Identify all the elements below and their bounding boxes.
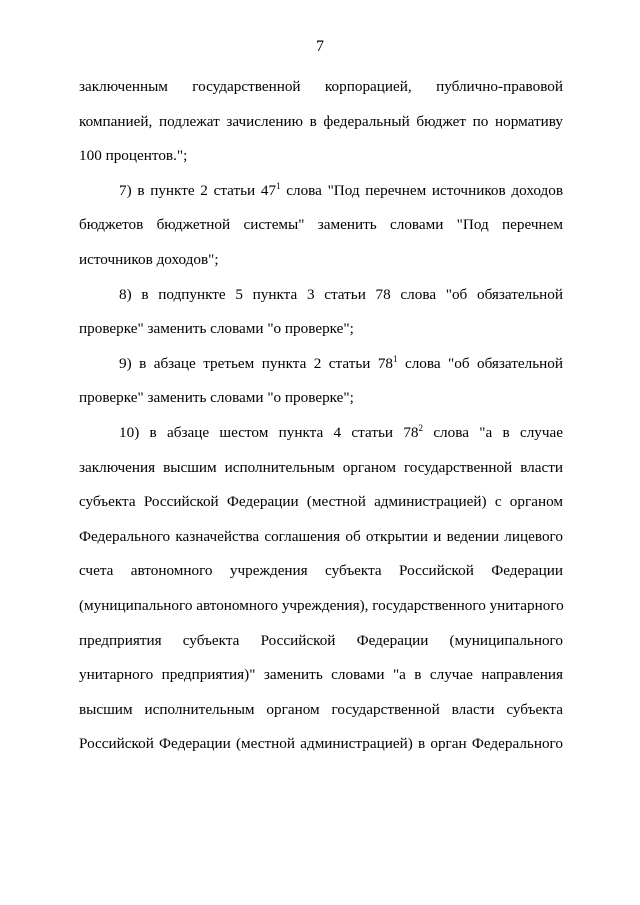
text-line bbox=[79, 278, 563, 313]
text-segment: слова "Под перечнем источников доходов bbox=[280, 181, 563, 199]
text-line bbox=[79, 693, 563, 728]
text-segment: счета автономного учреждения субъекта Российской Федерации bbox=[79, 562, 563, 580]
text-segment: высшим исполнительным органом государственной власти субъекта bbox=[79, 700, 563, 718]
text-line bbox=[79, 105, 563, 140]
text-segment: предприятия субъекта Российской Федерации (муниципального bbox=[79, 631, 563, 649]
text-segment: 100 процентов."; bbox=[79, 147, 188, 165]
text-line bbox=[79, 658, 563, 693]
text-line bbox=[79, 589, 563, 624]
text-line bbox=[79, 381, 563, 416]
text-line bbox=[79, 451, 563, 486]
text-line bbox=[79, 624, 563, 659]
superscript: 1 bbox=[276, 180, 281, 191]
text-segment: бюджетов бюджетной системы" заменить словами "Под перечнем bbox=[79, 216, 563, 234]
text-segment: источников доходов"; bbox=[79, 250, 219, 268]
text-line bbox=[79, 312, 563, 347]
text-segment: слова "об обязательной bbox=[397, 354, 564, 372]
text-segment: (муниципального автономного учреждения), государственного унитарного bbox=[79, 596, 564, 614]
text-segment: Федерального казначейства соглашения об открытии и ведении лицевого bbox=[79, 527, 563, 545]
text-segment: 10) в абзаце шестом пункта 4 статьи 78 bbox=[119, 423, 419, 441]
text-line bbox=[79, 243, 563, 278]
document-body bbox=[79, 70, 563, 762]
text-line bbox=[79, 347, 563, 382]
text-line bbox=[79, 485, 563, 520]
superscript: 1 bbox=[393, 353, 398, 364]
text-segment: проверке" заменить словами "о проверке"; bbox=[79, 320, 354, 338]
text-line bbox=[79, 520, 563, 555]
text-line bbox=[79, 727, 563, 762]
page-number: 7 bbox=[316, 38, 324, 55]
text-segment: субъекта Российской Федерации (местной администрацией) с органом bbox=[79, 493, 563, 511]
text-segment: слова "а в случае bbox=[423, 423, 564, 441]
text-line bbox=[79, 208, 563, 243]
text-segment: 8) в подпункте 5 пункта 3 статьи 78 слова "об обязательной bbox=[119, 285, 563, 303]
text-segment: заключенным государственной корпорацией, публично-правовой bbox=[79, 78, 563, 95]
text-line bbox=[79, 139, 563, 174]
text-segment: унитарного предприятия)" заменить словами "а в случае направления bbox=[79, 666, 563, 684]
text-segment: заключения высшим исполнительным органом государственной власти bbox=[79, 458, 563, 476]
text-line bbox=[79, 554, 563, 589]
superscript: 2 bbox=[418, 422, 424, 433]
text-segment: 9) в абзаце третьем пункта 2 статьи 78 bbox=[119, 354, 394, 372]
text-line bbox=[79, 174, 563, 209]
text-segment: компанией, подлежат зачислению в федеральный бюджет по нормативу bbox=[79, 112, 563, 130]
text-segment: проверке" заменить словами "о проверке"; bbox=[79, 389, 354, 407]
text-segment: 7) в пункте 2 статьи 47 bbox=[119, 181, 277, 199]
text-line bbox=[79, 70, 563, 105]
text-line bbox=[79, 416, 563, 451]
text-segment: Российской Федерации (местной администрацией) в орган Федерального bbox=[79, 735, 563, 753]
